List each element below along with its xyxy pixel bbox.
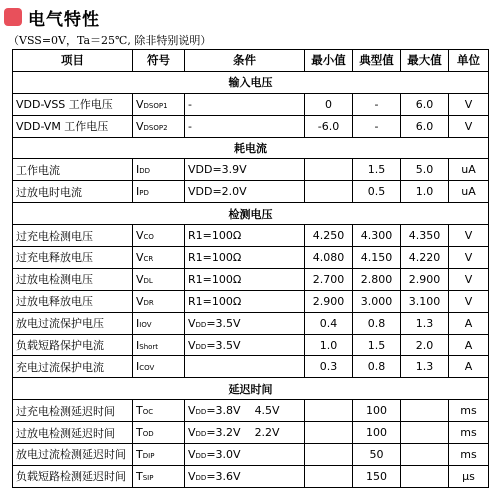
condition-subscript: DD [195,473,207,482]
min-value-cell [305,159,353,181]
symbol-cell [133,290,185,312]
typ-value-cell: 1.5 [353,334,401,356]
section-header [4,4,100,30]
max-value-cell: 4.350 [401,225,449,247]
column-header: 单位 [449,50,489,72]
min-value-cell: 0 [305,93,353,115]
item-cell: VDD-VM 工作电压 [13,115,133,137]
symbol-cell [133,444,185,466]
unit-cell: V [449,115,489,137]
section-marker-icon [4,8,22,26]
condition-cell [185,115,305,137]
item-cell: 负载短路保护电流 [13,334,133,356]
symbol-cell [133,334,185,356]
symbol-main: I [136,163,140,177]
condition-cell [185,400,305,422]
min-value-cell: 4.080 [305,247,353,269]
condition-cell [185,225,305,247]
condition-rest: =3.8V [206,404,241,418]
typ-value-cell: - [353,115,401,137]
symbol-main: I [136,185,140,199]
max-value-cell: 4.220 [401,247,449,269]
min-value-cell: -6.0 [305,115,353,137]
symbol-subscript: DR [143,298,154,307]
column-header: 最小值 [305,50,353,72]
item-cell: 过充电释放电压 [13,247,133,269]
table-row [13,312,489,334]
typ-value-cell: 50 [353,444,401,466]
condition-main: VDD=3.9V [188,163,247,177]
condition-main: V [188,316,196,330]
table-row [13,465,489,487]
symbol-cell [133,400,185,422]
min-value-cell: 1.0 [305,334,353,356]
symbol-main: V [136,229,144,243]
symbol-subscript: PD [139,189,149,198]
symbol-main: V [136,294,144,308]
typ-value-cell: 0.8 [353,312,401,334]
unit-cell: ms [449,422,489,444]
unit-cell: V [449,268,489,290]
symbol-cell [133,422,185,444]
condition-subscript: DD [195,342,207,351]
unit-cell: ms [449,444,489,466]
table-row [13,181,489,203]
max-value-cell: 6.0 [401,115,449,137]
min-value-cell [305,400,353,422]
section-row [13,137,489,159]
unit-cell: V [449,93,489,115]
typ-value-cell: 100 [353,422,401,444]
section-title: 检测电压 [13,203,489,225]
unit-cell: μs [449,465,489,487]
max-value-cell: 1.3 [401,356,449,378]
column-header: 条件 [185,50,305,72]
typ-value-cell: 0.5 [353,181,401,203]
section-title: 耗电流 [13,137,489,159]
column-header: 项目 [13,50,133,72]
condition-main: R1=100Ω [188,250,242,264]
condition-main: R1=100Ω [188,272,242,286]
max-value-cell: 5.0 [401,159,449,181]
min-value-cell [305,465,353,487]
typ-value-cell: - [353,93,401,115]
condition-main: - [188,119,192,133]
electrical-characteristics-table [12,49,489,488]
symbol-main: I [136,338,140,352]
symbol-subscript: SIP [142,473,154,482]
section-row [13,378,489,400]
item-cell: 放电过流保护电压 [13,312,133,334]
max-value-cell: 1.0 [401,181,449,203]
column-header: 最大值 [401,50,449,72]
symbol-cell [133,115,185,137]
item-cell: 负载短路检测延迟时间 [13,465,133,487]
symbol-cell [133,268,185,290]
symbol-subscript: CR [143,254,154,263]
condition-rest: =3.2V [206,426,241,440]
condition-main: R1=100Ω [188,229,242,243]
section-title: 延迟时间 [13,378,489,400]
unit-cell: V [449,225,489,247]
item-cell: 工作电流 [13,159,133,181]
condition-main: - [188,97,192,111]
symbol-cell [133,356,185,378]
condition-rest: =3.5V [206,316,241,330]
table-row [13,334,489,356]
item-cell: 过充电检测延迟时间 [13,400,133,422]
max-value-cell [401,400,449,422]
condition-main: V [188,426,196,440]
table-row [13,444,489,466]
typ-value-cell: 0.8 [353,356,401,378]
item-cell: 充电过流保护电流 [13,356,133,378]
column-header: 典型值 [353,50,401,72]
symbol-subscript: COV [139,364,155,373]
table-row [13,247,489,269]
condition-cell [185,159,305,181]
condition-cell [185,290,305,312]
min-value-cell: 4.250 [305,225,353,247]
table-row [13,400,489,422]
symbol-subscript: IOV [139,320,152,329]
symbol-cell [133,93,185,115]
typ-value-cell: 4.150 [353,247,401,269]
symbol-subscript: OD [142,430,154,439]
symbol-main: V [136,250,144,264]
symbol-cell [133,159,185,181]
unit-cell: A [449,312,489,334]
condition-subscript: DD [195,408,207,417]
symbol-main: T [136,469,143,483]
symbol-main: V [136,119,144,133]
table-row [13,93,489,115]
symbol-subscript: DSOP1 [143,101,168,110]
symbol-main: T [136,447,143,461]
condition-cell [185,181,305,203]
condition-extra: 4.5V [254,404,280,418]
symbol-subscript: DL [143,276,153,285]
min-value-cell [305,444,353,466]
section-row [13,203,489,225]
condition-rest: =3.6V [206,469,241,483]
table-row [13,356,489,378]
min-value-cell [305,422,353,444]
symbol-cell [133,225,185,247]
item-cell: 过充电检测电压 [13,225,133,247]
condition-cell [185,444,305,466]
condition-subscript: DD [195,430,207,439]
condition-cell [185,422,305,444]
table-header-row [13,50,489,72]
min-value-cell [305,181,353,203]
symbol-main: I [136,316,140,330]
symbol-cell [133,465,185,487]
max-value-cell: 2.900 [401,268,449,290]
unit-cell: A [449,356,489,378]
condition-subscript: DD [195,320,207,329]
item-cell: 过放电释放电压 [13,290,133,312]
condition-rest: =3.5V [206,338,241,352]
symbol-subscript: DSOP2 [143,123,168,132]
min-value-cell: 0.4 [305,312,353,334]
symbol-subscript: OC [142,408,154,417]
symbol-cell [133,181,185,203]
section-row [13,71,489,93]
symbol-cell [133,247,185,269]
symbol-subscript: Short [139,342,159,351]
symbol-main: T [136,426,143,440]
item-cell: VDD-VSS 工作电压 [13,93,133,115]
table-row [13,422,489,444]
typ-value-cell: 4.300 [353,225,401,247]
max-value-cell: 3.100 [401,290,449,312]
symbol-main: V [136,272,144,286]
symbol-subscript: CO [143,233,154,242]
max-value-cell: 1.3 [401,312,449,334]
typ-value-cell: 1.5 [353,159,401,181]
table-row [13,268,489,290]
condition-cell [185,247,305,269]
symbol-cell [133,312,185,334]
condition-cell [185,93,305,115]
condition-cell [185,312,305,334]
item-cell: 过放电时电流 [13,181,133,203]
condition-main: V [188,404,196,418]
condition-cell [185,268,305,290]
condition-cell [185,356,305,378]
condition-extra: 2.2V [254,426,280,440]
unit-cell: uA [449,181,489,203]
max-value-cell [401,422,449,444]
typ-value-cell: 150 [353,465,401,487]
unit-cell: uA [449,159,489,181]
symbol-subscript: DD [139,167,151,176]
condition-cell [185,334,305,356]
condition-main: VDD=2.0V [188,185,247,199]
condition-rest: =3.0V [206,447,241,461]
unit-cell: V [449,247,489,269]
max-value-cell: 2.0 [401,334,449,356]
conditions-note: （VSS=0V，Ta＝25℃, 除非特别说明） [8,34,212,47]
min-value-cell: 2.900 [305,290,353,312]
column-header: 符号 [133,50,185,72]
item-cell: 放电过流检测延迟时间 [13,444,133,466]
page-title: 电气特性 [28,9,100,30]
table-row [13,115,489,137]
condition-main: R1=100Ω [188,294,242,308]
table-row [13,159,489,181]
typ-value-cell: 3.000 [353,290,401,312]
condition-main: V [188,469,196,483]
condition-main: V [188,447,196,461]
condition-subscript: DD [195,451,207,460]
unit-cell: V [449,290,489,312]
max-value-cell [401,444,449,466]
symbol-main: I [136,360,140,374]
table-row [13,225,489,247]
unit-cell: ms [449,400,489,422]
item-cell: 过放电检测延迟时间 [13,422,133,444]
table-row [13,290,489,312]
item-cell: 过放电检测电压 [13,268,133,290]
min-value-cell: 2.700 [305,268,353,290]
symbol-main: T [136,404,143,418]
section-title: 输入电压 [13,71,489,93]
max-value-cell [401,465,449,487]
condition-main: V [188,338,196,352]
symbol-main: V [136,97,144,111]
unit-cell: A [449,334,489,356]
condition-cell [185,465,305,487]
max-value-cell: 6.0 [401,93,449,115]
symbol-subscript: DIP [142,451,155,460]
typ-value-cell: 100 [353,400,401,422]
min-value-cell: 0.3 [305,356,353,378]
typ-value-cell: 2.800 [353,268,401,290]
